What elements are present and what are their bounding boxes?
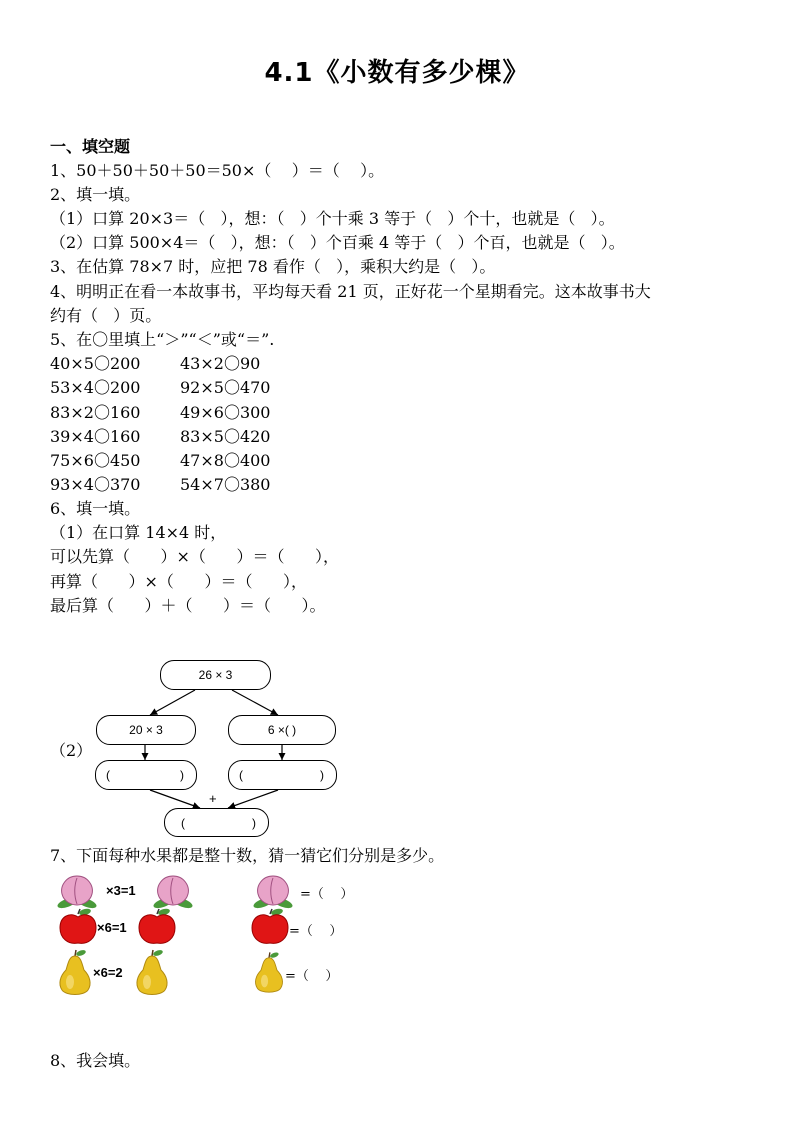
peach-icon [252, 872, 294, 910]
pear-icon [133, 948, 171, 998]
fruit-answer: =（ ） [285, 969, 339, 984]
diagram-left-answer-box[interactable] [95, 760, 197, 790]
question-6-step-2: 再算（ ）×（ ）＝（ ）， [50, 572, 307, 591]
compare-item: 83×2〇160 [50, 403, 141, 422]
compare-row [50, 354, 261, 374]
diagram-top-box [160, 660, 271, 690]
diagram-right-mid-box [228, 715, 336, 745]
question-2: 2、填一填。 [50, 185, 141, 204]
compare-item: 40×5〇200 [50, 354, 141, 373]
diagram-left-mid-box [96, 715, 196, 745]
question-7: 7、下面每种水果都是整十数，猜一猜它们分别是多少。 [50, 846, 445, 865]
peach-icon [56, 872, 98, 910]
compare-item: 83×5〇420 [180, 427, 271, 446]
paren-close: ) [320, 768, 324, 782]
pear-icon [252, 950, 286, 996]
question-1: 1、50＋50＋50＋50＝50×（ ）＝（ ）。 [50, 161, 385, 180]
question-2-part-2: （2）口算 500×4＝（ ），想：（ ）个百乘 4 等于（ ）个百，也就是（ ）。 [50, 233, 625, 252]
question-6-step-1: 可以先算（ ）×（ ）＝（ ）， [50, 547, 339, 566]
question-4-line-2: 约有（ ）页。 [50, 306, 162, 325]
compare-item: 53×4〇200 [50, 378, 141, 397]
fruit-equation: ×6=1 [97, 920, 127, 935]
compare-row [50, 403, 271, 423]
fruit-answer: =（ ） [300, 887, 354, 902]
apple-icon [58, 908, 98, 946]
fruit-equation: ×3=1 [106, 883, 136, 898]
plus-sign: + [209, 791, 217, 806]
compare-item: 92×5〇470 [180, 378, 271, 397]
compare-row [50, 378, 271, 398]
apple-icon [250, 908, 290, 946]
diagram-top-label: 26 × 3 [198, 668, 233, 682]
question-8: 8、我会填。 [50, 1051, 141, 1070]
question-6-step-3: 最后算（ ）＋（ ）＝（ ）。 [50, 596, 326, 615]
compare-row [50, 475, 271, 495]
paren-open: ( [181, 815, 185, 830]
question-6-part-2-label: （2） [50, 741, 93, 760]
question-4-line-1: 4、明明正在看一本故事书，平均每天看 21 页，正好花一个星期看完。这本故事书大 [50, 282, 651, 301]
paren-open: ( [239, 768, 243, 782]
paren-open: ( [106, 768, 110, 782]
question-2-part-1: （1）口算 20×3＝（ ），想：（ ）个十乘 3 等于（ ）个十，也就是（ ）。 [50, 209, 615, 228]
peach-icon [152, 872, 194, 910]
question-6: 6、填一填。 [50, 499, 141, 518]
section-heading: 一、填空题 [50, 137, 131, 156]
apple-icon [137, 908, 177, 946]
question-6-part-1: （1）在口算 14×4 时， [50, 523, 227, 542]
diagram-right-answer-box[interactable] [228, 760, 337, 790]
compare-row [50, 451, 271, 471]
compare-row [50, 427, 271, 447]
compare-item: 47×8〇400 [180, 451, 271, 470]
compare-item: 75×6〇450 [50, 451, 141, 470]
paren-close: ) [252, 815, 256, 830]
compare-item: 43×2〇90 [180, 354, 261, 373]
fruit-equation: ×6=2 [93, 965, 123, 980]
diagram-right-mid-label: 6 ×( ) [267, 723, 297, 737]
compare-item: 39×4〇160 [50, 427, 141, 446]
paren-close: ) [180, 768, 184, 782]
question-5: 5、在〇里填上“＞”“＜”或“＝”. [50, 330, 275, 349]
compare-item: 93×4〇370 [50, 475, 141, 494]
diagram-left-mid-label: 20 × 3 [129, 723, 163, 737]
pear-icon [56, 948, 94, 998]
compare-item: 54×7〇380 [180, 475, 271, 494]
page-title: 4.1《小数有多少棵》 [264, 58, 530, 88]
diagram-bottom-answer-box[interactable] [164, 808, 269, 837]
compare-item: 49×6〇300 [180, 403, 271, 422]
question-3: 3、在估算 78×7 时，应把 78 看作（ ），乘积大约是（ ）。 [50, 257, 496, 276]
fruit-answer: =（ ） [289, 924, 343, 939]
